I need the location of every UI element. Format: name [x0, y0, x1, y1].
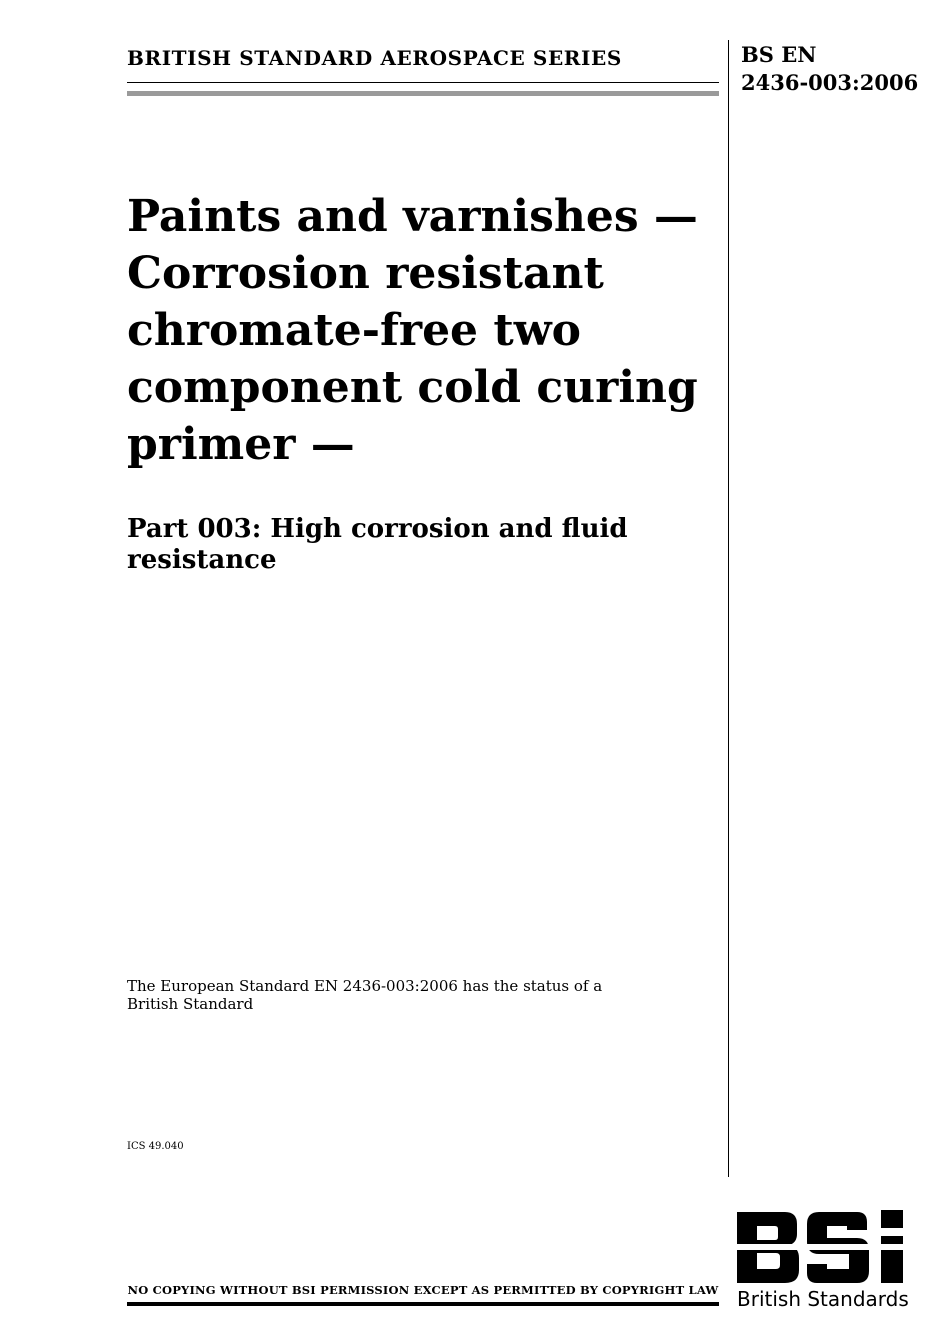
- copyright-notice: NO COPYING WITHOUT BSI PERMISSION EXCEPT AS PERMITTED BY COPYRIGHT LAW: [127, 1283, 719, 1297]
- ics-code: ICS 49.040: [127, 1141, 184, 1152]
- part-title: [127, 514, 717, 576]
- document-number-line-1: BS EN: [741, 42, 817, 67]
- main-title-line-4: component cold curing: [127, 362, 698, 413]
- document-number: [741, 41, 918, 97]
- series-title: BRITISH STANDARD AEROSPACE SERIES: [127, 46, 622, 70]
- bsi-logo-mark: [735, 1210, 907, 1285]
- main-title: [127, 188, 727, 473]
- status-note: [127, 977, 717, 1013]
- header-rule-thin: [127, 82, 719, 83]
- main-title-line-5: primer —: [127, 419, 355, 470]
- part-title-line-2: resistance: [127, 545, 277, 575]
- vertical-divider: [728, 40, 729, 1177]
- footer-rule: [127, 1302, 719, 1306]
- main-title-line-3: chromate-free two: [127, 305, 581, 356]
- main-title-line-2: Corrosion resistant: [127, 248, 604, 299]
- document-number-line-2: 2436-003:2006: [741, 70, 919, 95]
- part-title-line-1: Part 003: High corrosion and fluid: [127, 514, 628, 544]
- bsi-logo-caption: British Standards: [737, 1287, 909, 1311]
- status-note-line-2: British Standard: [127, 995, 254, 1013]
- header-rule-thick: [127, 91, 719, 96]
- main-title-line-1: Paints and varnishes —: [127, 191, 698, 242]
- status-note-line-1: The European Standard EN 2436-003:2006 has the status of a: [127, 977, 603, 995]
